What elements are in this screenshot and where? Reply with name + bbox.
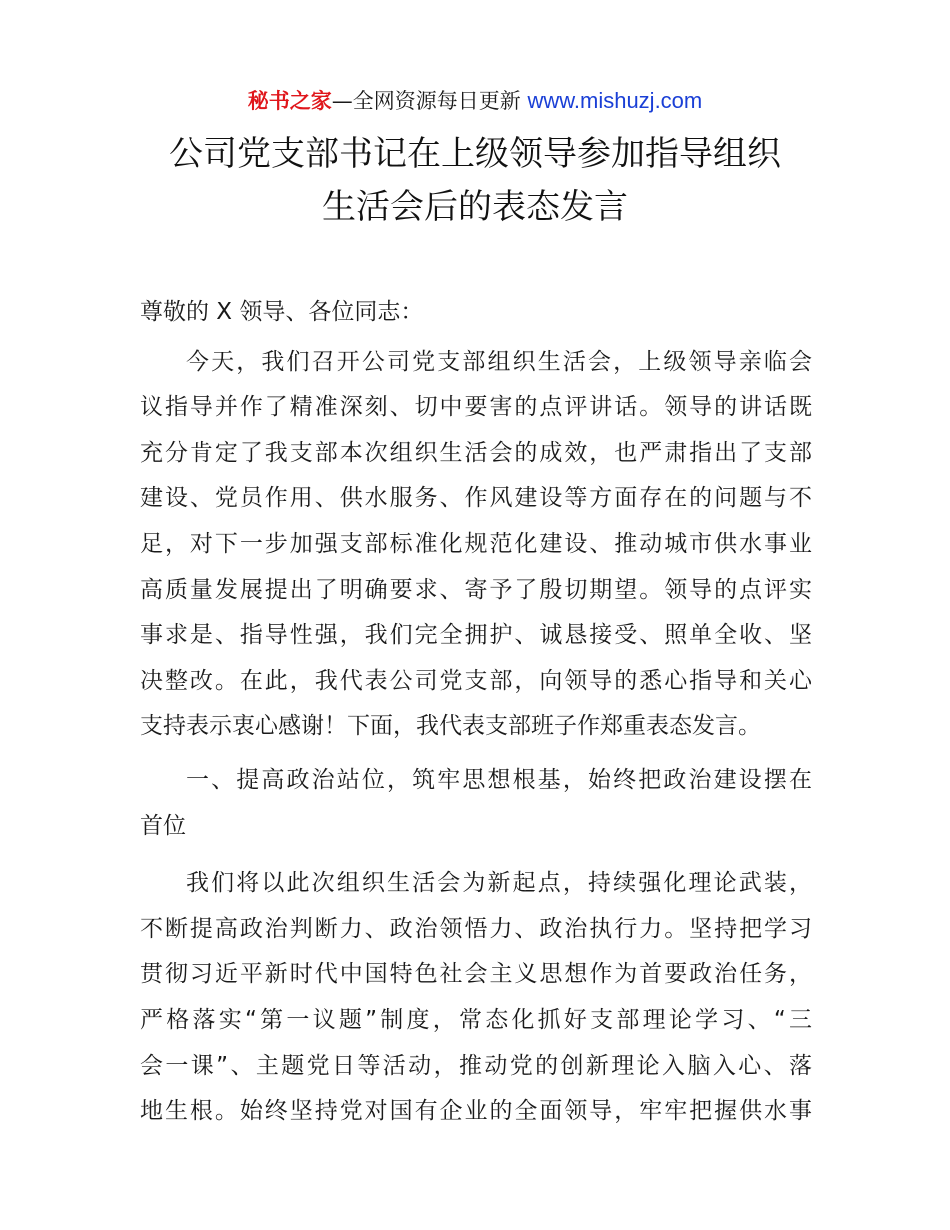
paragraph-line: 支持表示衷心感谢！下面，我代表支部班子作郑重表态发言。: [140, 713, 761, 740]
paragraph-2: [140, 861, 812, 1135]
paragraph-line: 决整改。在此，我代表公司党支部，向领导的悉心指导和关心: [140, 667, 812, 694]
document-body: [140, 290, 812, 1135]
paragraph-line: 建设、党员作用、供水服务、作风建设等方面存在的问题与不: [140, 485, 812, 512]
paragraph-line: 充分肯定了我支部本次组织生活会的成效，也严肃指出了支部: [140, 439, 812, 466]
paragraph-line: 贯彻习近平新时代中国特色社会主义思想作为首要政治任务，: [140, 961, 812, 988]
paragraph-line: 严格落实“第一议题”制度，常态化抓好支部理论学习、“三: [140, 1006, 812, 1033]
paragraph-line: 高质量发展提出了明确要求、寄予了殷切期望。领导的点评实: [140, 576, 812, 603]
paragraph-line: 不断提高政治判断力、政治领悟力、政治执行力。坚持把学习: [140, 915, 812, 942]
site-url-link[interactable]: www.mishuzj.com: [527, 88, 703, 113]
section-heading-1: [140, 758, 812, 849]
section-heading-line: 首位: [140, 812, 186, 839]
section-heading-line: 一、提高政治站位，筑牢思想根基，始终把政治建设摆在: [186, 766, 812, 793]
paragraph-line: 今天，我们召开公司党支部组织生活会，上级领导亲临会: [186, 348, 812, 375]
document-title: [0, 128, 950, 234]
site-tagline: —全网资源每日更新: [331, 89, 521, 113]
paragraph-line: 会一课”、主题党日等活动，推动党的创新理论入脑入心、落: [140, 1052, 812, 1079]
paragraph-1: [140, 340, 812, 750]
site-header: [0, 86, 950, 116]
paragraph-line: 地生根。始终坚持党对国有企业的全面领导，牢牢把握供水事: [140, 1098, 812, 1125]
paragraph-line: 足，对下一步加强支部标准化规范化建设、推动城市供水事业: [140, 530, 812, 557]
site-brand: 秘书之家: [247, 89, 332, 113]
paragraph-line: 事求是、指导性强，我们完全拥护、诚恳接受、照单全收、坚: [140, 622, 812, 649]
paragraph-line: 议指导并作了精准深刻、切中要害的点评讲话。领导的讲话既: [140, 394, 812, 421]
salutation: 尊敬的 X 领导、各位同志：: [140, 299, 424, 325]
paragraph-line: 我们将以此次组织生活会为新起点，持续强化理论武装，: [186, 870, 812, 897]
title-line-2: 生活会后的表态发言: [322, 187, 628, 227]
title-line-1: 公司党支部书记在上级领导参加指导组织: [169, 134, 781, 174]
